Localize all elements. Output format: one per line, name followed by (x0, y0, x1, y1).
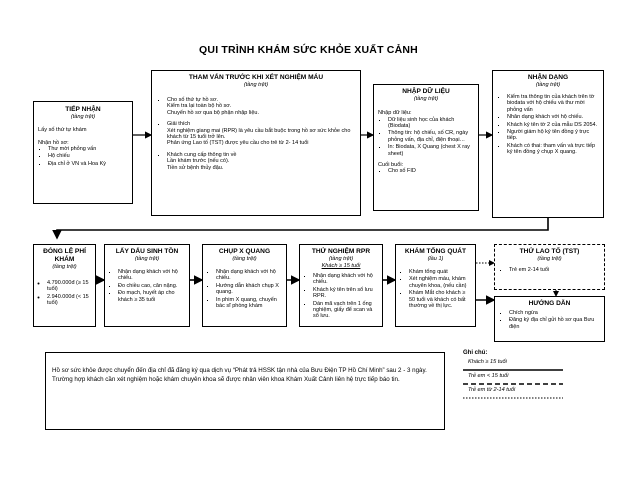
nhap-du-lieu-line1: Nhập dữ liệu: (378, 110, 412, 116)
list-item: ▪ Thư mời phỏng vấn (48, 146, 128, 152)
box-lay-dau-sinh-ton (104, 244, 190, 327)
list-item: ▪ Kiểm tra thông tin của khách trên tờ biodata với hộ chiếu và thư mời phỏng vấn (507, 94, 599, 113)
list-item (167, 97, 355, 116)
note-line2: Trường hợp khách cần xét nghiệm hoặc khám chuyên khoa sẽ được nhân viên khoa Khám Xuất Cảnh liên hệ trực tiếp báo tin. (52, 376, 400, 384)
box-tst-heading: THỬ LAO TỐ (TST) (519, 248, 580, 255)
box-tiep-nhan-heading: TIẾP NHẬN (65, 106, 101, 113)
list-item: ▪ Đo chiều cao, cân nặng. (118, 283, 186, 289)
box-kham-tong-quat (395, 244, 476, 327)
box-tham-van-sub: (tầng trệt) (243, 82, 269, 88)
box-nhan-dang (492, 70, 604, 218)
box-rpr-heading: THỬ NGHIỆM RPR (311, 248, 371, 255)
box-bottom-note (45, 352, 445, 430)
list-item: ◦ 4.790.000đ (≥ 15 tuổi) (47, 280, 92, 293)
list-item: ▪ Người giám hộ ký tên đồng ý trực tiếp. (507, 129, 599, 142)
box-kham-heading: KHÁM TỔNG QUÁT (404, 248, 467, 255)
list-item: ▪ Thông tin: hộ chiếu, số CR, ngày phỏng vấn, địa chỉ, điện thoại… (388, 130, 474, 143)
tham-van-p3: Khách cung cấp thông tin về (167, 151, 237, 158)
box-chup-xq-sub: (tầng trệt) (232, 256, 257, 262)
box-dong-le-phi-sub: (tầng trệt) (52, 264, 77, 270)
box-huong-dan-heading: HƯỚNG DẪN (528, 300, 571, 307)
tham-van-p3c: Tiền sử bệnh thủy đậu. (167, 164, 224, 171)
tham-van-p1c: Chuyển hồ sơ qua bộ phận nhập liệu. (167, 109, 259, 116)
tham-van-p2b: Xét nghiệm giang mai (RPR) là yêu cầu bắt buộc trong hồ sơ sức khỏe cho khách từ 15 tuổi trở lên. (167, 127, 351, 141)
box-nhap-du-lieu-heading: NHẬP DỮ LIỆU (402, 88, 450, 95)
tham-van-p1b: Kiểm tra lại toàn bộ hồ sơ. (167, 103, 232, 110)
legend-title: Ghi chú: (463, 350, 488, 356)
tiep-nhan-line2: Nhận hồ sơ: (38, 139, 69, 146)
box-chup-xq-heading: CHỤP X QUANG (218, 248, 271, 255)
tham-van-p3b: Lần khám trước (nếu có). (167, 158, 230, 165)
list-item: ▪ Khám Mắt cho khách ≥ 50 tuổi và khách có bất thường về thị lực. (409, 290, 472, 309)
page-title: QUI TRÌNH KHÁM SỨC KHỎE XUẤT CẢNH (199, 44, 418, 56)
box-nhan-dang-sub: (tầng trệt) (535, 82, 561, 88)
list-item: ▪ Dữ liệu sinh học của khách (Biodata) (388, 117, 474, 130)
connector-to-second-row (57, 218, 548, 238)
box-rpr-sub2: Khách ≥ 15 tuổi (321, 263, 361, 269)
box-tst-sub: (tầng trệt) (537, 256, 562, 262)
list-item: ◦ 2.940.000đ (< 15 tuổi) (47, 294, 92, 307)
note-line1: Hồ sơ sức khỏe được chuyển đến địa chỉ đã đăng ký qua dịch vụ “Phát trả HSSK tận nhà của Bưu Điện TP Hồ Chí Minh” sau 2 - 3 ngày. (52, 367, 427, 374)
list-item: ▪ Khám tổng quát (409, 269, 472, 275)
list-item (167, 152, 355, 171)
list-item: ▪ Khách có thai: tham vấn và trực tiếp ký tên đồng ý chụp X quang. (507, 143, 599, 156)
box-nhap-du-lieu-sub: (tầng trệt) (413, 96, 439, 102)
list-item: ▪ Hướng dẫn khách chụp X quang. (216, 283, 283, 296)
tiep-nhan-line1: Lấy số thứ tự khám (38, 127, 87, 133)
legend-item-tst: Trẻ em từ 2-14 tuổi (468, 387, 516, 393)
list-item: ▪ Đăng ký địa chỉ gửi hồ sơ qua Bưu điện (509, 317, 600, 330)
box-dong-le-phi-heading: ĐÓNG LỆ PHÍ KHÁM (43, 248, 86, 263)
box-lay-dau-sub: (tầng trệt) (134, 256, 160, 262)
list-item: ▪ Khách ký tên trên sổ lưu RPR. (313, 287, 379, 300)
list-item: ▪ Khách ký tên tờ 2 của mẫu DS 2054. (507, 122, 599, 128)
list-item: ▪ Chích ngừa (509, 310, 600, 316)
box-huong-dan (494, 296, 605, 342)
list-item: ▪ Nhận dạng khách với hộ chiếu. (118, 269, 186, 282)
box-rpr-sub: (tầng trệt) (328, 256, 354, 262)
box-kham-sub: (lầu 1) (427, 256, 444, 262)
box-tham-van (151, 70, 361, 216)
box-nhan-dang-heading: NHẬN DẠNG (527, 74, 569, 81)
nhap-du-lieu-line2: Cuối buổi: (378, 161, 404, 168)
box-thu-lao-to (494, 244, 605, 290)
box-tiep-nhan (33, 101, 133, 204)
legend-item-child: Trẻ em < 15 tuổi (468, 373, 509, 379)
box-tham-van-heading: THAM VẤN TRƯỚC KHI XÉT NGHIỆM MÁU (188, 74, 324, 81)
list-item: ▪ Nhận dạng khách với hộ chiếu. (216, 269, 283, 282)
box-nhap-du-lieu (373, 84, 479, 211)
box-lay-dau-heading: LẤY DẤU SINH TỒN (115, 248, 179, 255)
list-item: ▪ Cho số FID (388, 168, 474, 174)
list-item: ▪ Dán mã vạch trên 1 ống nghiệm, giấy để scan và sổ lưu. (313, 301, 379, 320)
tham-van-p2: Giải thích (167, 121, 191, 128)
list-item: ▪ Địa chỉ ở VN và Hoa Kỳ (48, 161, 128, 167)
list-item: ▪ Nhân dạng khách với hộ chiếu. (507, 114, 599, 120)
legend-item-adult: Khách ≥ 15 tuổi (468, 359, 507, 365)
list-item (167, 121, 355, 147)
list-item: ▪ Đo mạch, huyết áp cho khách ≥ 35 tuổi (118, 290, 186, 303)
box-thu-nghiem-rpr (299, 244, 383, 327)
list-item: ▪ In phim X quang, chuyển bác sĩ phòng khám (216, 297, 283, 310)
list-item: ▪ Hộ chiếu (48, 153, 128, 159)
tham-van-p1: Cho số thứ tự hồ sơ. (167, 97, 219, 103)
tham-van-p2c: Phản ứng Lao tố (TST) được yêu cầu cho trẻ từ 2- 14 tuổi (167, 140, 309, 147)
list-item: ▪ In: Biodata, X Quang (chest X ray sheet) (388, 144, 474, 157)
box-dong-le-phi (33, 244, 96, 327)
list-item: ▪ Trẻ em 2-14 tuổi (509, 267, 600, 273)
box-chup-x-quang (202, 244, 287, 327)
box-tiep-nhan-sub: (tầng trệt) (70, 114, 96, 120)
list-item: ▪ Xét nghiệm máu, khám chuyên khoa, (nếu cần) (409, 276, 472, 289)
list-item: ▪ Nhận dạng khách với hộ chiếu. (313, 273, 379, 286)
legend (463, 349, 583, 398)
